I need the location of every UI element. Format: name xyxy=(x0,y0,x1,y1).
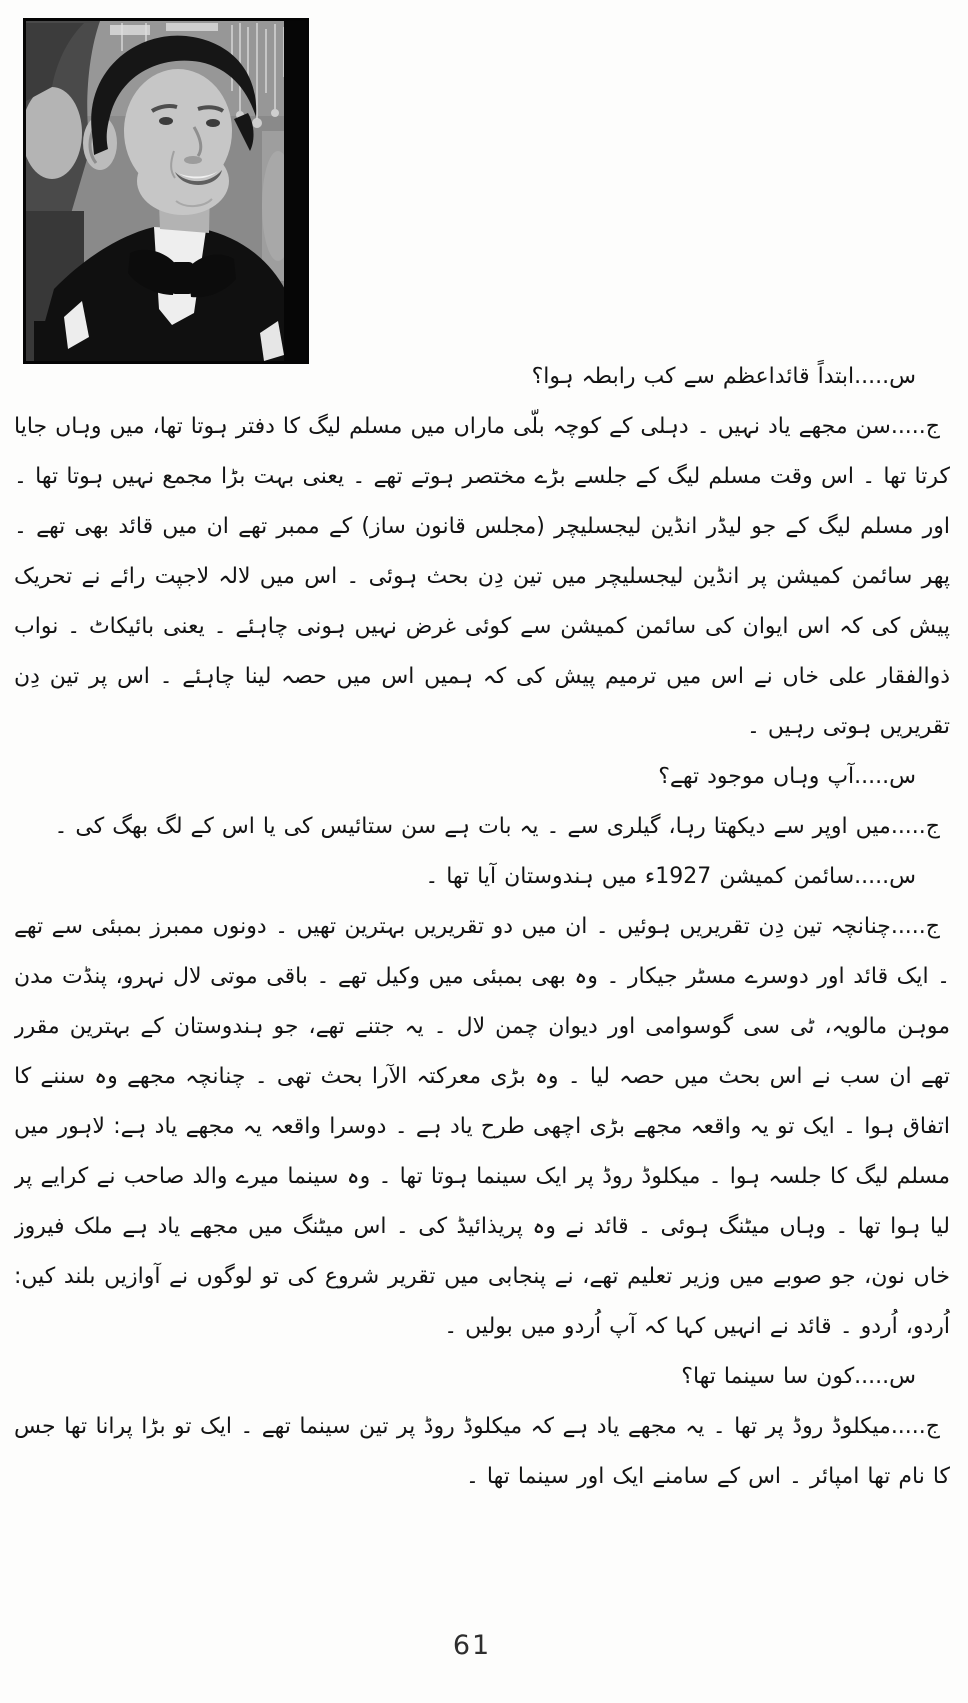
question-line: س.....آپ وہاں موجود تھے؟ xyxy=(658,764,916,789)
question-line: س.....ابتداً قائداعظم سے کب رابطہ ہوا؟ xyxy=(531,364,916,389)
question-line: س.....کون سا سینما تھا؟ xyxy=(681,1364,916,1389)
page-number: 61 xyxy=(452,1630,492,1661)
answer-paragraph: ج.....چنانچہ تین دِن تقریریں ہوئیں ۔ ان میں دو تقریریں بہترین تھیں ۔ دونوں ممبرز بمبئی سے تھے ۔ ایک قائد اور دوسرے مسٹر جیکار ۔ وہ بھی بمبئی میں وکیل تھے ۔ باقی موتی لال نہرو، پنڈت مدن موہن مالویہ، ٹی سی گوسوامی اور دیوان چمن لال ۔ یہ جتنے تھے، جو ہندوستان کے بہترین مقرر تھے ان سب نے اس بحث میں حصہ لیا ۔ وہ بڑی معرکتہ الآرا بحث تھی ۔ چنانچہ مجھے وہ سننے کا اتفاق ہوا ۔ ایک تو یہ واقعہ مجھے بڑی اچھی طرح یاد ہے ۔ دوسرا واقعہ یہ مجھے یاد ہے: لاہور میں مسلم لیگ کا جلسہ ہوا ۔ میکلوڈ روڈ پر ایک سینما ہوتا تھا ۔ وہ سینما میرے والد صاحب نے کرایے پر لیا ہوا تھا ۔ وہاں میٹنگ ہوئی ۔ قائد نے وہ پریذائیڈ کی ۔ اس میٹنگ میں مجھے یاد ہے ملک فیروز خاں نون، جو صوبے میں وزیر تعلیم تھے، نے پنجابی میں تقریر شروع کی تو لوگوں نے آوازیں بلند کیں: اُردو، اُردو ۔ قائد نے انہیں کہا کہ آپ اُردو میں بولیں ۔ xyxy=(14,914,950,1339)
portrait-photo-illustration xyxy=(26,21,306,361)
urdu-text-block xyxy=(14,352,950,1632)
answer-paragraph: ج.....سن مجھے یاد نہیں ۔ دہلی کے کوچہ بلّی ماراں میں مسلم لیگ کا دفتر ہوتا تھا، میں وہاں جایا کرتا تھا ۔ اس وقت مسلم لیگ کے جلسے بڑے مختصر ہوتے تھے ۔ یعنی بہت بڑا مجمع نہیں ہوتا تھا ۔ اور مسلم لیگ کے جو لیڈر انڈین لیجسلیچر (مجلس قانون ساز) کے ممبر تھے ان میں قائد بھی تھے ۔ پھر سائمن کمیشن پر انڈین لیجسلیچر میں تین دِن بحث ہوئی ۔ اس میں لالہ لاجپت رائے نے تحریک پیش کی کہ اس ایوان کی سائمن کمیشن سے کوئی غرض نہیں ہونی چاہئے ۔ یعنی بائیکاٹ ۔ نواب ذوالفقار علی خاں نے اس میں ترمیم پیش کی کہ ہمیں اس میں حصہ لینا چاہئے ۔ اس پر تین دِن تقریریں ہوتی رہیں ۔ xyxy=(14,414,950,739)
answer-paragraph: ج.....میکلوڈ روڈ پر تھا ۔ یہ مجھے یاد ہے کہ میکلوڈ روڈ پر تین سینما تھے ۔ ایک تو بڑا پرانا تھا جس کا نام تھا امپائر ۔ اس کے سامنے ایک اور سینما تھا ۔ xyxy=(14,1414,950,1489)
answer-paragraph: ج.....میں اوپر سے دیکھتا رہا، گیلری سے ۔ یہ بات ہے سن ستائیس کی یا اس کے لگ بھگ کی ۔ xyxy=(54,814,940,839)
question-line: س.....سائمن کمیشن 1927ء میں ہندوستان آیا تھا ۔ xyxy=(425,864,916,889)
portrait-photo xyxy=(23,18,309,364)
